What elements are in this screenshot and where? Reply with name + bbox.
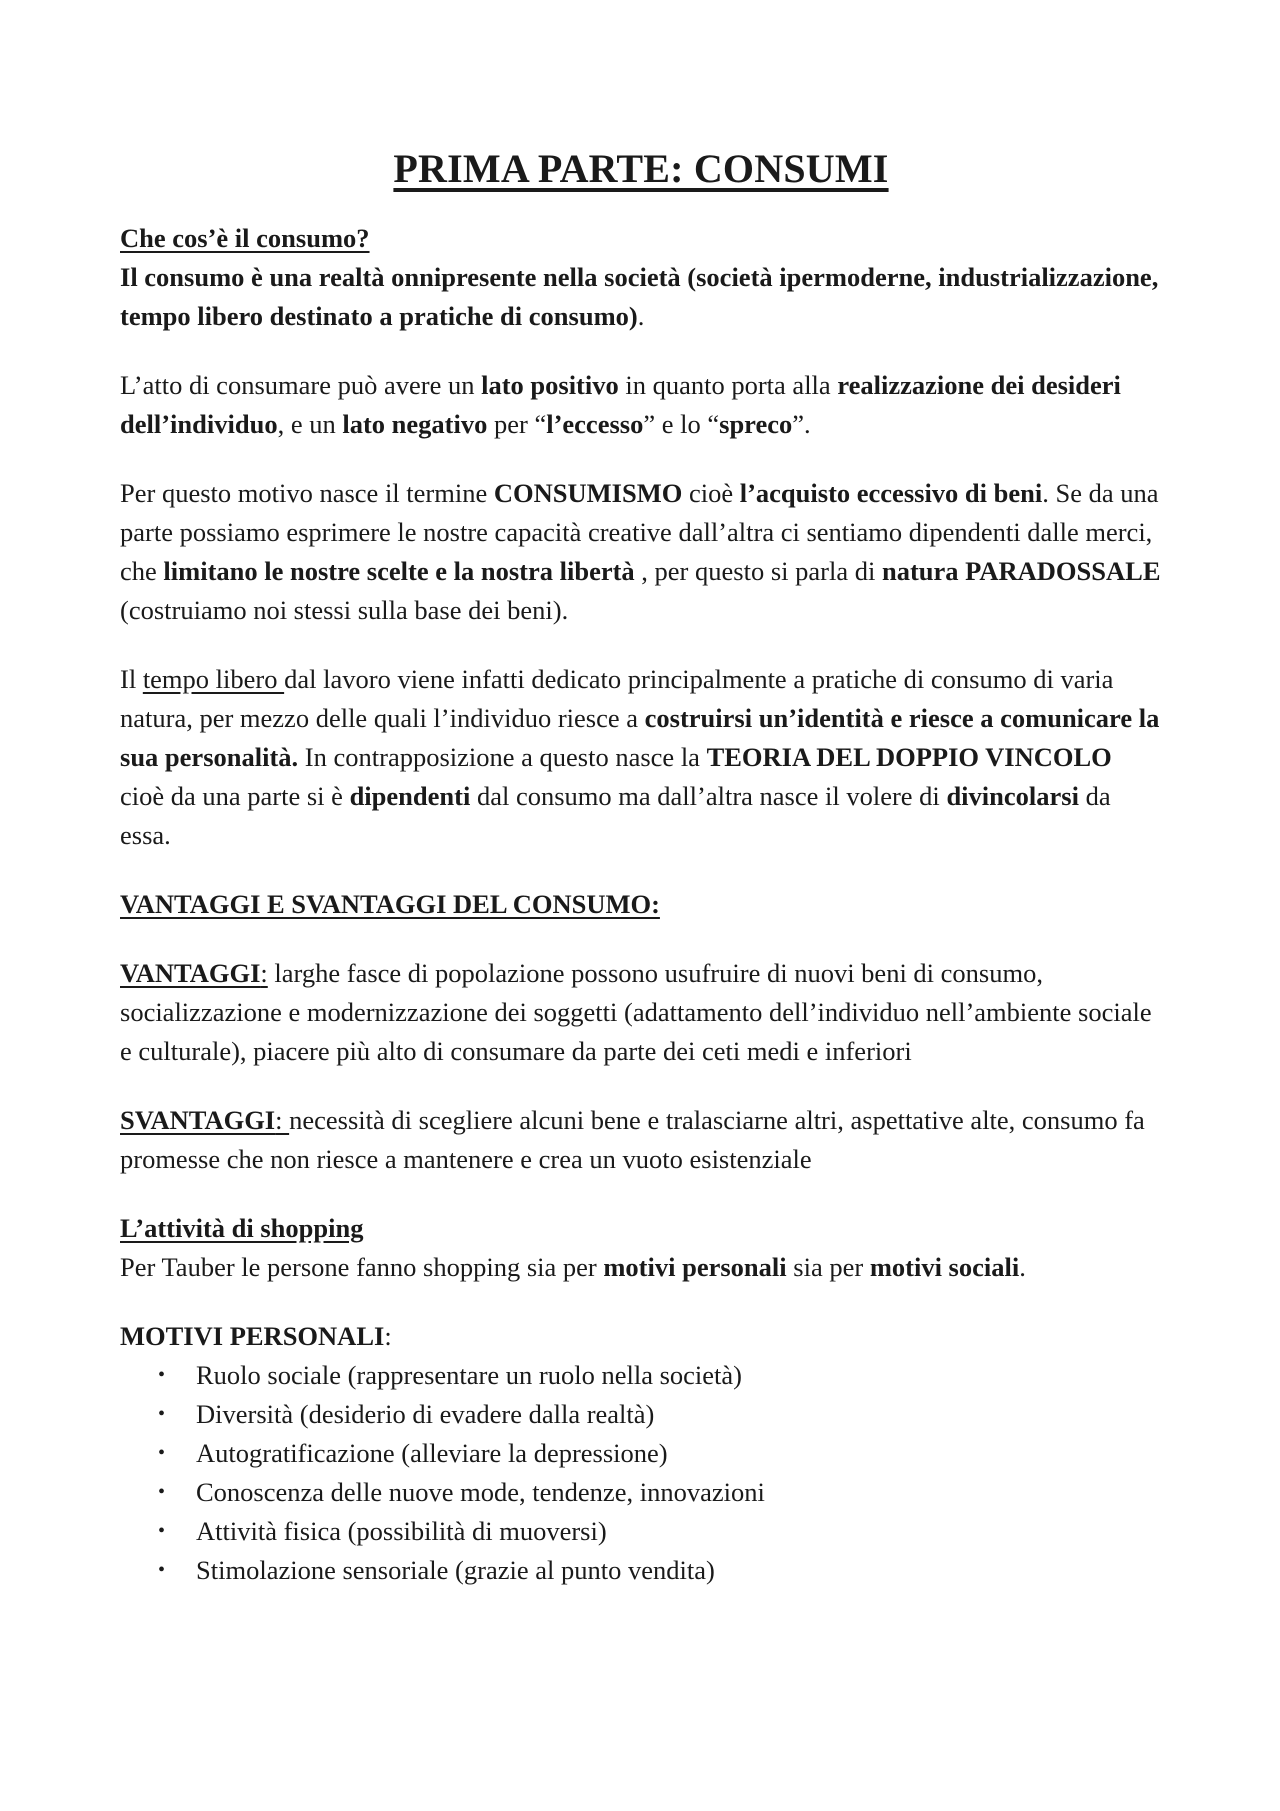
- bullet-icon: •: [158, 1403, 166, 1425]
- bullet-icon: •: [158, 1442, 166, 1464]
- section-heading-vantaggi-svantaggi: VANTAGGI E SVANTAGGI DEL CONSUMO:: [120, 889, 660, 919]
- motivi-personali-heading: MOTIVI PERSONALI:: [120, 1321, 392, 1351]
- shopping-heading: L’attività di shopping: [120, 1213, 364, 1243]
- motivi-personali-list: [120, 1356, 1162, 1590]
- intro-bold-text: Il consumo è una realtà onnipresente nella società (società ipermoderne, industrializzazione, tempo libero destinato a pratiche di consumo): [120, 262, 1159, 331]
- list-item: • Ruolo sociale (rappresentare un ruolo nella società): [158, 1356, 1162, 1395]
- paragraph-atto-di-consumare: L’atto di consumare può avere un lato positivo in quanto porta alla realizzazione dei desideri dell’individuo, e un lato negativo per “l’eccesso” e lo “spreco”.: [120, 370, 1121, 439]
- paragraph-shopping: L’attività di shopping Per Tauber le persone fanno shopping sia per motivi personali sia per motivi sociali.: [120, 1213, 1026, 1282]
- paragraph-svantaggi: SVANTAGGI: necessità di scegliere alcuni bene e tralasciarne altri, aspettative alte, consumo fa promesse che non riesce a mantenere e crea un vuoto esistenziale: [120, 1105, 1145, 1174]
- list-item: • Diversità (desiderio di evadere dalla realtà): [158, 1395, 1162, 1434]
- bullet-icon: •: [158, 1481, 166, 1503]
- list-item: • Conoscenza delle nuove mode, tendenze, innovazioni: [158, 1473, 1162, 1512]
- intro-heading: Che cos’è il consumo?: [120, 223, 370, 253]
- list-item: • Stimolazione sensoriale (grazie al punto vendita): [158, 1551, 1162, 1590]
- page-title: PRIMA PARTE: CONSUMI: [393, 146, 889, 191]
- paragraph-vantaggi: VANTAGGI: larghe fasce di popolazione possono usufruire di nuovi beni di consumo, socializzazione e modernizzazione dei soggetti (adattamento dell’individuo nell’ambiente sociale e culturale), piacere più alto di consumare da parte dei ceti medi e inferiori: [120, 958, 1152, 1066]
- vantaggi-label: VANTAGGI: [120, 958, 261, 988]
- intro-paragraph: Che cos’è il consumo? Il consumo è una realtà onnipresente nella società (società ipermoderne, industrializzazione, tempo libero destinato a pratiche di consumo).: [120, 223, 1159, 331]
- list-item: • Autogratificazione (alleviare la depressione): [158, 1434, 1162, 1473]
- bullet-icon: •: [158, 1520, 166, 1542]
- bullet-icon: •: [158, 1559, 166, 1581]
- bullet-icon: •: [158, 1364, 166, 1386]
- paragraph-consumismo: Per questo motivo nasce il termine CONSUMISMO cioè l’acquisto eccessivo di beni. Se da una parte possiamo esprimere le nostre capacità creative dall’altra ci sentiamo dipendenti dalle merci, che limitano le nostre scelte e la nostra libertà , per questo si parla di natura PARADOSSALE (costruiamo noi stessi sulla base dei beni).: [120, 478, 1161, 625]
- list-item: • Attività fisica (possibilità di muoversi): [158, 1512, 1162, 1551]
- svantaggi-label: SVANTAGGI: [120, 1105, 276, 1135]
- paragraph-tempo-libero: Il tempo libero dal lavoro viene infatti dedicato principalmente a pratiche di consumo di varia natura, per mezzo delle quali l’individuo riesce a costruirsi un’identità e riesce a comunicare la sua personalità. In contrapposizione a questo nasce la TEORIA DEL DOPPIO VINCOLO cioè da una parte si è dipendenti dal consumo ma dall’altra nasce il volere di divincolarsi da essa.: [120, 664, 1160, 850]
